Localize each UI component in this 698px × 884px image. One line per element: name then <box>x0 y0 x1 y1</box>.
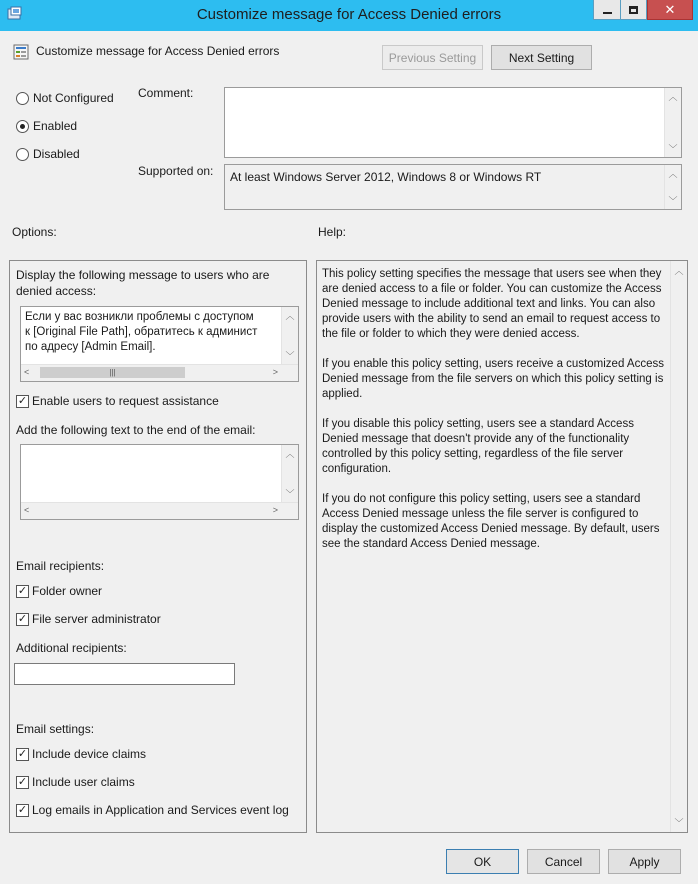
policy-name: Customize message for Access Denied errors <box>36 44 280 58</box>
include-user-claims-label: Include user claims <box>32 775 135 789</box>
scroll-left-icon[interactable]: < <box>24 367 30 377</box>
apply-button[interactable]: Apply <box>608 849 681 874</box>
message-textarea[interactable] <box>20 306 299 382</box>
maximize-icon <box>629 6 638 14</box>
not-configured-label: Not Configured <box>33 91 114 105</box>
previous-setting-button[interactable]: Previous Setting <box>382 45 483 70</box>
comment-value <box>225 88 681 94</box>
help-label: Help: <box>318 225 347 239</box>
help-scrollbar[interactable] <box>670 261 687 832</box>
help-paragraph: If you disable this policy setting, users see a standard Access Denied message that doesn't provide any of the functionality controlled by this policy setting, regardless of the file server configuration. <box>322 418 634 475</box>
next-setting-button[interactable]: Next Setting <box>491 45 592 70</box>
enabled-label: Enabled <box>33 119 78 133</box>
window-title: Customize message for Access Denied errors <box>196 6 502 23</box>
close-icon: ✕ <box>664 1 676 17</box>
append-vscrollbar[interactable] <box>281 445 298 502</box>
enable-assistance-label: Enable users to request assistance <box>32 394 219 408</box>
supported-scrollbar[interactable] <box>664 165 681 209</box>
maximize-button[interactable] <box>620 0 647 20</box>
message-label-2: denied access: <box>16 284 97 298</box>
scroll-up-icon[interactable]: ︿ <box>668 169 678 179</box>
scroll-down-icon[interactable]: ﹀ <box>668 196 678 206</box>
folder-owner-checkbox[interactable]: ✓ <box>17 585 28 597</box>
help-text <box>322 267 668 567</box>
scroll-up-icon[interactable]: ︿ <box>674 266 684 276</box>
not-configured-radio[interactable] <box>16 92 29 105</box>
supported-on-value: At least Windows Server 2012, Windows 8 or Windows RT <box>230 170 542 184</box>
help-paragraph: If you do not configure this policy setting, users see a standard Access Denied message unless the file server is configured to display the customized Access Denied message. By default, users see the standard Access Denied message. <box>322 493 660 550</box>
additional-recipients-input[interactable] <box>14 663 235 685</box>
options-label: Options: <box>12 225 57 239</box>
scroll-up-icon[interactable]: ︿ <box>285 311 295 321</box>
enable-assistance-checkbox[interactable]: ✓ <box>17 395 28 407</box>
email-recipients-label: Email recipients: <box>16 559 105 573</box>
message-line: Если у вас возникли проблемы с доступом <box>25 311 254 323</box>
message-line: по адресу [Admin Email]. <box>25 341 156 353</box>
message-line: к [Original File Path], обратитесь к админист <box>25 326 258 338</box>
minimize-button[interactable] <box>593 0 621 20</box>
append-text-label: Add the following text to the end of the email: <box>16 423 256 437</box>
email-settings-label: Email settings: <box>16 722 95 736</box>
scroll-down-icon[interactable]: ﹀ <box>674 818 684 828</box>
scroll-right-icon[interactable]: > <box>272 505 278 515</box>
comment-label: Comment: <box>138 86 194 100</box>
file-server-admin-label: File server administrator <box>32 612 161 626</box>
ok-button[interactable]: OK <box>446 849 519 874</box>
supported-on-label: Supported on: <box>138 164 214 178</box>
disabled-label: Disabled <box>33 147 80 161</box>
scroll-up-icon[interactable]: ︿ <box>668 92 678 102</box>
close-button[interactable] <box>647 0 693 20</box>
policy-icon <box>13 44 29 60</box>
include-device-claims-label: Include device claims <box>32 747 147 761</box>
scroll-down-icon[interactable]: ﹀ <box>668 144 678 154</box>
minimize-icon <box>603 12 612 14</box>
options-panel <box>9 260 307 833</box>
scroll-down-icon[interactable]: ﹀ <box>285 351 295 361</box>
log-emails-label: Log emails in Application and Services event log <box>32 803 289 817</box>
help-paragraph: If you enable this policy setting, users receive a customized Access Denied message from the file servers on which this policy setting is applied. <box>322 358 664 400</box>
cancel-button[interactable]: Cancel <box>527 849 600 874</box>
append-hscrollbar[interactable] <box>21 502 298 519</box>
scroll-left-icon[interactable]: < <box>24 505 30 515</box>
disabled-radio[interactable] <box>16 148 29 161</box>
supported-on-box <box>224 164 682 210</box>
message-label-1: Display the following message to users who are <box>16 268 270 282</box>
file-server-admin-checkbox[interactable]: ✓ <box>17 613 28 625</box>
scroll-down-icon[interactable]: ﹀ <box>285 489 295 499</box>
scroll-right-icon[interactable]: > <box>272 367 278 377</box>
message-hscrollbar[interactable] <box>21 364 298 381</box>
scroll-thumb[interactable]: ||| <box>40 367 185 378</box>
help-paragraph: This policy setting specifies the message that users see when they are denied access to a file or folder. You can customize the Access Denied message to include additional text and links. You can also provide users with the ability to send an email to request access to the file or folder to which they were denied access. <box>322 268 662 340</box>
include-user-claims-checkbox[interactable]: ✓ <box>17 776 28 788</box>
additional-recipients-label: Additional recipients: <box>16 641 127 655</box>
radio-selected-dot <box>20 124 25 129</box>
enabled-radio[interactable] <box>16 120 29 133</box>
message-vscrollbar[interactable] <box>281 307 298 364</box>
comment-textarea[interactable] <box>224 87 682 158</box>
log-emails-checkbox[interactable]: ✓ <box>17 804 28 816</box>
scroll-up-icon[interactable]: ︿ <box>285 449 295 459</box>
help-panel <box>316 260 688 833</box>
comment-scrollbar[interactable] <box>664 88 681 157</box>
message-text <box>25 310 277 355</box>
append-textarea[interactable] <box>20 444 299 520</box>
folder-owner-label: Folder owner <box>32 584 103 598</box>
include-device-claims-checkbox[interactable]: ✓ <box>17 748 28 760</box>
title-bar <box>0 0 698 31</box>
